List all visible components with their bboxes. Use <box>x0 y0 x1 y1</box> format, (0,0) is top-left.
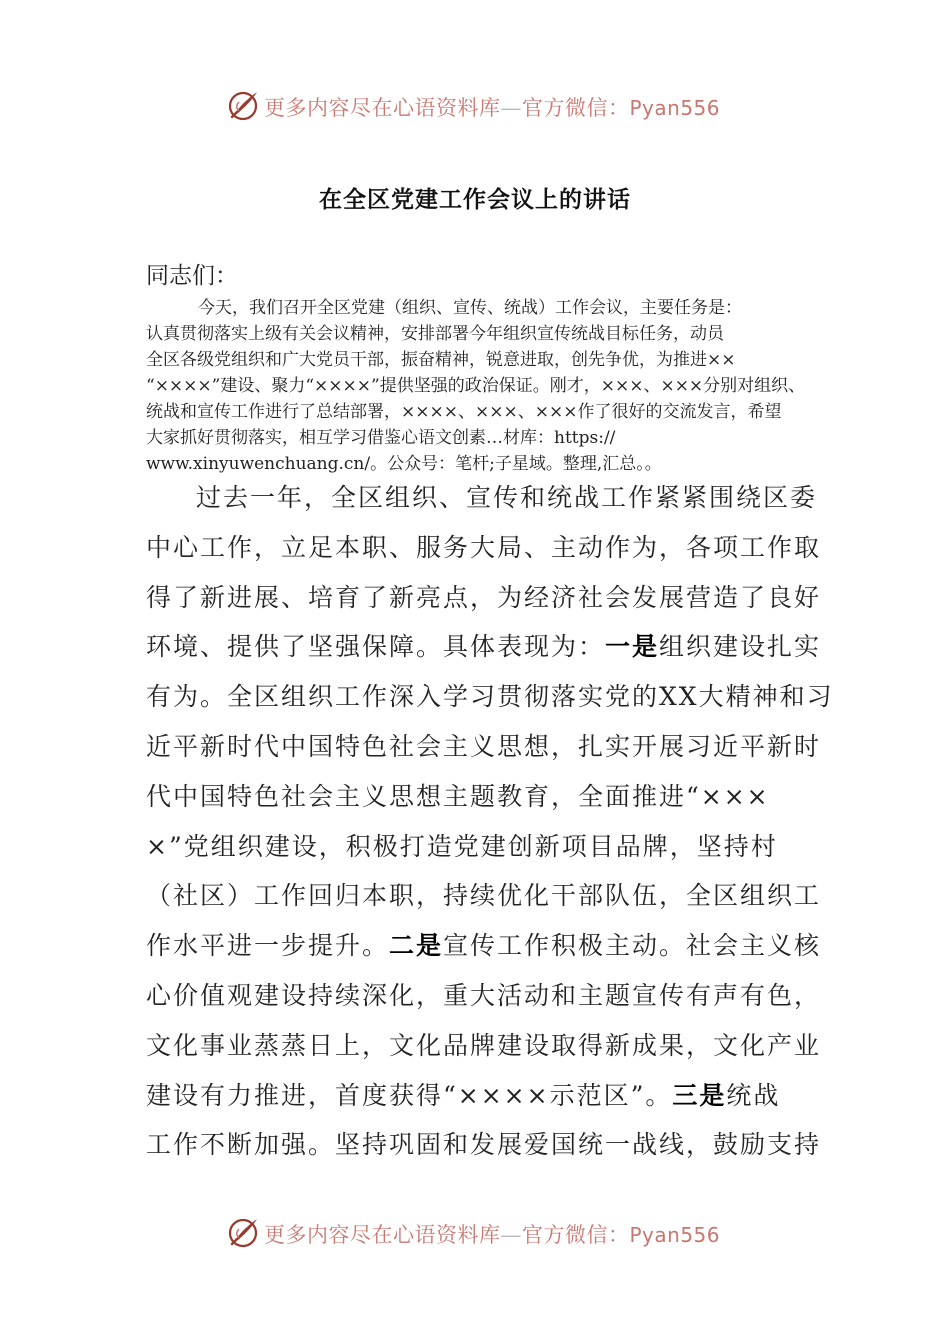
body-line: ×”党组织建设，积极打造党建创新项目品牌，坚持村 <box>146 831 778 861</box>
body-line: 作水平进一步提升。二是宣传工作积极主动。社会主义核 <box>146 931 822 961</box>
point-two-label: 二是 <box>389 931 444 961</box>
quill-pen-logo-icon <box>226 1215 260 1249</box>
body-line: 有为。全区组织工作深入学习贯彻落实党的XX大精神和习 <box>146 682 834 712</box>
intro-line: 今天，我们召开全区党建（组织、宣传、统战）工作会议，主要任务是： <box>198 298 742 318</box>
intro-line: www.xinyuwenchuang.cn/。公众号：笔杆;子星域。整理,汇总。。 <box>146 454 662 474</box>
body-line: 近平新时代中国特色社会主义思想，扎实开展习近平新时 <box>146 731 822 761</box>
body-line: 心价值观建设持续深化，重大活动和主题宣传有声有色， <box>146 980 822 1010</box>
intro-line: 全区各级党组织和广大党员干部，振奋精神，锐意进取，创先争优，为推进×× <box>146 350 736 370</box>
body-line: 中心工作，立足本职、服务大局、主动作为，各项工作取 <box>146 532 822 562</box>
body-paragraph <box>146 473 834 1170</box>
body-line: 文化事业蒸蒸日上，文化品牌建设取得新成果，文化产业 <box>146 1030 822 1060</box>
header-watermark-banner <box>0 84 950 124</box>
body-line: 代中国特色社会主义思想主题教育，全面推进“××× <box>146 781 770 811</box>
intro-paragraph <box>146 295 806 477</box>
intro-line: “××××”建设、聚力“××××”提供坚强的政治保证。刚才，×××、×××分别对组织、 <box>146 376 806 396</box>
intro-line: 大家抓好贯彻落实，相互学习借鉴心语文创素…材库：https:// <box>146 428 616 448</box>
intro-line: 认真贯彻落实上级有关会议精神，安排部署今年组织宣传统战目标任务，动员 <box>146 324 724 344</box>
document-title: 在全区党建工作会议上的讲话 <box>319 187 631 213</box>
body-line: 过去一年，全区组织、宣传和统战工作紧紧围绕区委 <box>196 483 818 512</box>
quill-pen-logo-icon <box>226 88 260 122</box>
point-three-label: 三是 <box>672 1080 727 1110</box>
salutation: 同志们： <box>146 263 238 289</box>
footer-watermark-banner <box>0 1211 950 1251</box>
body-line: 工作不断加强。坚持巩固和发展爱国统一战线，鼓励支持 <box>146 1130 822 1160</box>
banner-text: 更多内容尽在心语资料库—官方微信：Pyan556 <box>264 1223 721 1247</box>
body-line: 环境、提供了坚强保障。具体表现为：一是组织建设扎实 <box>146 632 822 662</box>
body-line: 建设有力推进，首度获得“××××示范区”。三是统战 <box>146 1080 781 1110</box>
body-line: 得了新进展、培育了新亮点，为经济社会发展营造了良好 <box>146 582 822 612</box>
intro-line: 统战和宣传工作进行了总结部署，××××、×××、×××作了很好的交流发言，希望 <box>146 402 782 422</box>
banner-text: 更多内容尽在心语资料库—官方微信：Pyan556 <box>264 96 721 120</box>
point-one-label: 一是 <box>605 632 660 662</box>
body-line: （社区）工作回归本职，持续优化干部队伍，全区组织工 <box>146 881 822 911</box>
